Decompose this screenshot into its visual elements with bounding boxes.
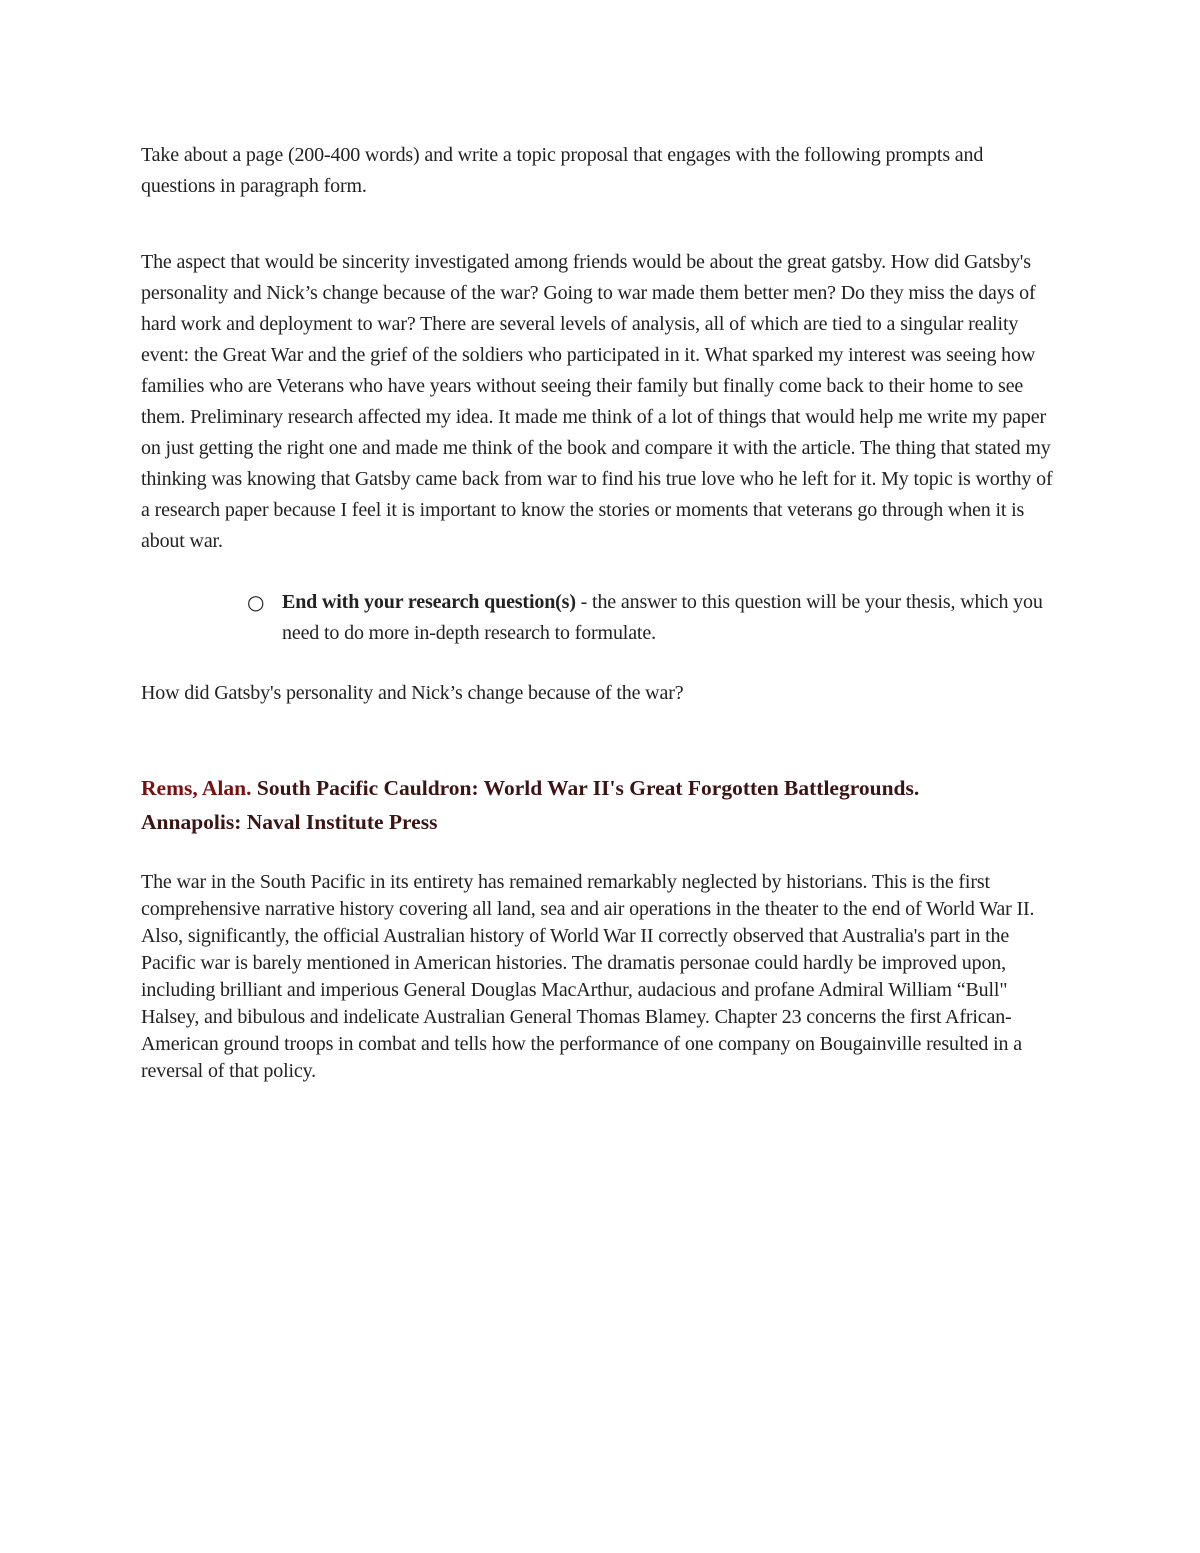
bullet-rest-text: - the answer to this question will be your thesis, which you need to do more in-depth research to formulate. (282, 591, 1043, 644)
citation-title: South Pacific Cauldron: World War II's Great Forgotten Battlegrounds. Annapolis: Naval Institute Press (141, 776, 920, 834)
bullet-item (247, 587, 1059, 649)
bullet-text (282, 587, 1059, 649)
hollow-circle-bullet-icon: ○ (247, 590, 265, 614)
citation (141, 771, 941, 839)
research-question: How did Gatsby's personality and Nick’s change because of the war? (141, 682, 684, 704)
annotation-paragraph: The war in the South Pacific in its entirety has remained remarkably neglected by historians. This is the first comprehensive narrative history covering all land, sea and air operations in the theater to the end of World War II. Also, significantly, the official Australian history of World War II correctly observed that Australia's part in the Pacific war is barely mentioned in American histories. The dramatis personae could hardly be improved upon, including brilliant and imperious General Douglas MacArthur, audacious and profane Admiral William “Bull" Halsey, and bibulous and indelicate Australian General Thomas Blamey. Chapter 23 concerns the first African-American ground troops in combat and tells how the performance of one company on Bougainville resulted in a reversal of that policy. (141, 871, 1035, 1082)
proposal-paragraph: The aspect that would be sincerity investigated among friends would be about the great gatsby. How did Gatsby's personality and Nick’s change because of the war? Going to war made them better men? Do they miss the days of hard work and deployment to war? There are several levels of analysis, all of which are tied to a singular reality event: the Great War and the grief of the soldiers who participated in it. What sparked my interest was seeing how families who are Veterans who have years without seeing their family but finally come back to their home to see them. Preliminary research affected my idea. It made me think of a lot of things that would help me write my paper on just getting the right one and made me think of the book and compare it with the article. The thing that stated my thinking was knowing that Gatsby came back from war to find his true love who he left for it. My topic is worthy of a research paper because I feel it is important to know the stories or moments that veterans go through when it is about war. (141, 251, 1053, 552)
intro-paragraph: Take about a page (200-400 words) and write a topic proposal that engages with the following prompts and questions in paragraph form. (141, 144, 984, 197)
citation-author: Rems, Alan. (141, 776, 252, 800)
bullet-bold-text: End with your research question(s) (282, 591, 576, 613)
document-page (141, 140, 1059, 1085)
